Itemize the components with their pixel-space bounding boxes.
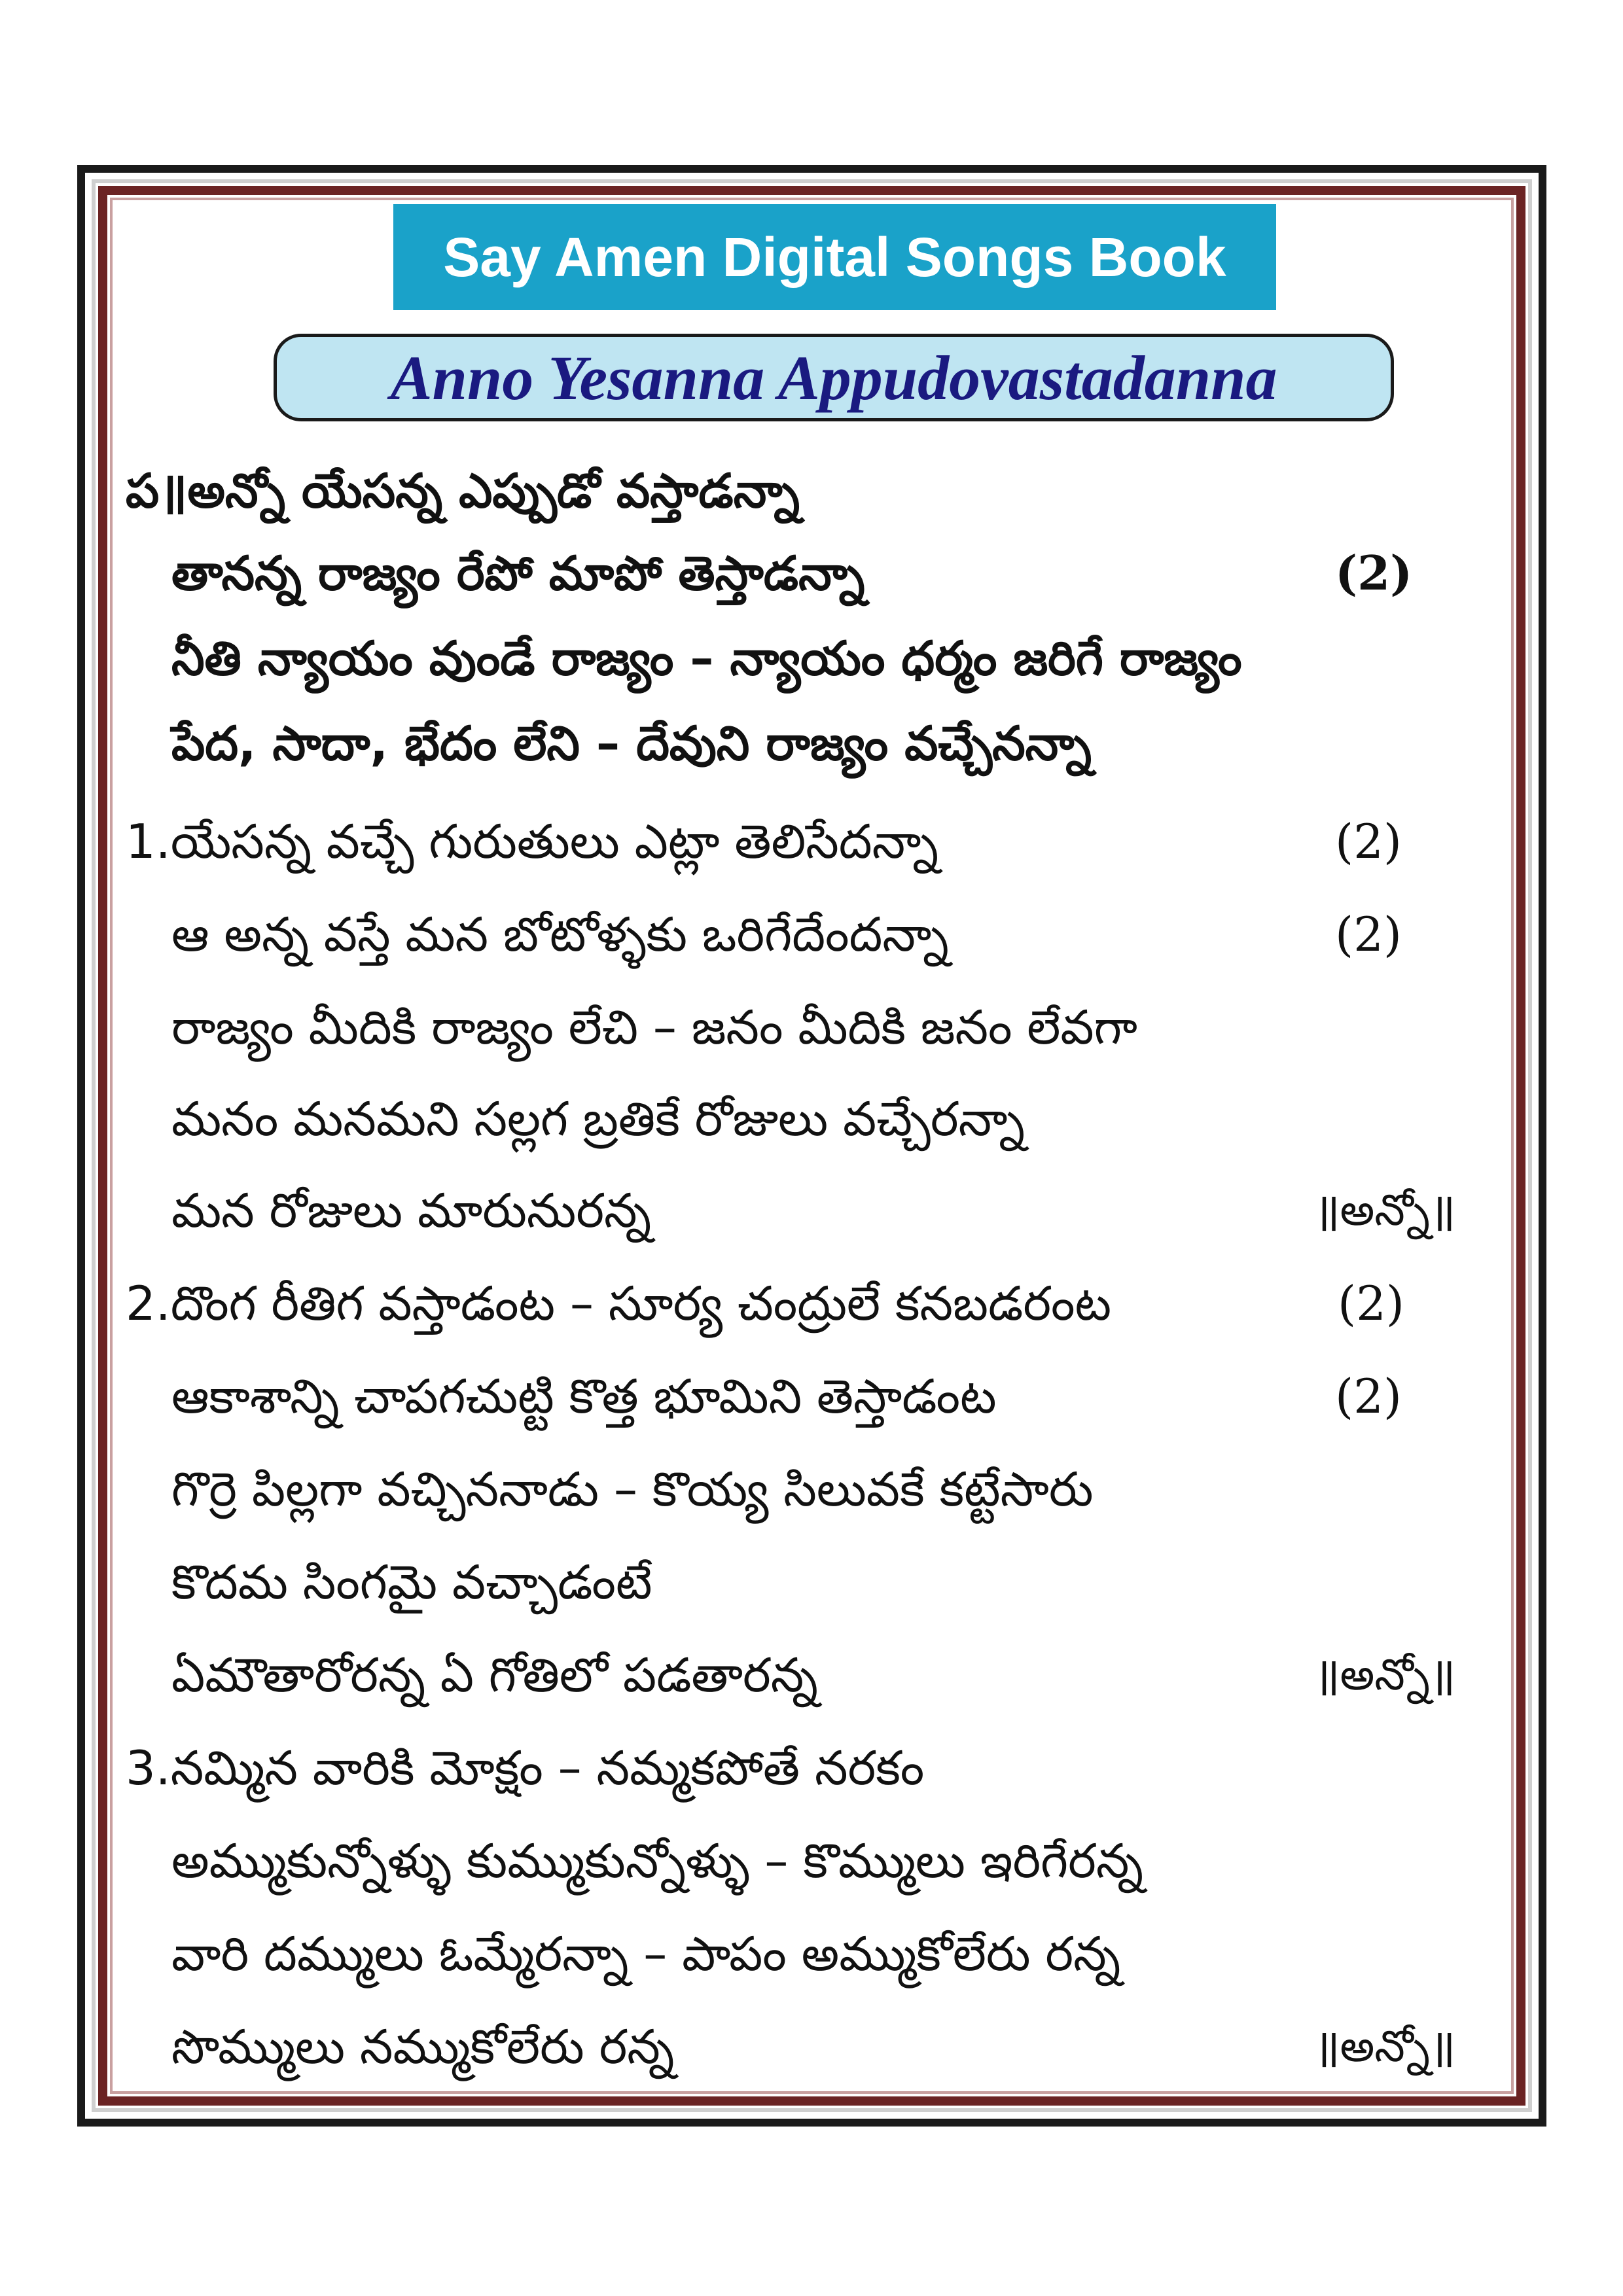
lyric-line: గొర్రె పిల్లగా వచ్చిననాడు – కొయ్య సిలువకే కట్టేసారు: [171, 1462, 1094, 1517]
refrain-mark: ॥అన్నో॥: [1314, 2021, 1456, 2072]
lyric-line: ఏమౌతారోరన్న ఏ గోతిలో పడతారన్న: [171, 1648, 818, 1703]
lyric-line: సొమ్ములు నమ్ముకోలేరు రన్న: [171, 2019, 675, 2074]
brand-banner: Say Amen Digital Songs Book: [393, 204, 1276, 310]
refrain-mark: ॥అన్నో॥: [1314, 1650, 1456, 1700]
repeat-mark: (2): [1335, 1369, 1402, 1424]
lyric-line: వారి దమ్ములు ఓమ్మేరన్నా – పాపం అమ్ముకోలేరు రన్న: [171, 1926, 1121, 1981]
repeat-mark: (2): [1335, 907, 1402, 962]
lyric-line: 1.యేసన్న వచ్చే గురుతులు ఎట్లా తెలిసేదన్నా: [126, 814, 938, 869]
lyric-line: అమ్ముకున్నోళ్ళు కుమ్ముకున్నోళ్ళు – కొమ్ములు ఇరిగేరన్న: [171, 1833, 1143, 1888]
repeat-mark: (2): [1335, 545, 1413, 601]
song-title: Anno Yesanna Appudovastadanna: [274, 334, 1394, 421]
lyric-line: కొదమ సింగమై వచ్చాడంటే: [171, 1555, 652, 1610]
lyric-line: నీతి న్యాయం వుండే రాజ్యం – న్యాయం ధర్మం జరిగే రాజ్యం: [171, 631, 1242, 686]
lyric-line: మన రోజులు మారునురన్న: [171, 1183, 651, 1238]
lyric-line: రాజ్యం మీదికి రాజ్యం లేచి – జనం మీదికి జనం లేవగా: [171, 1000, 1137, 1055]
lyric-line: ఆకాశాన్ని చాపగచుట్టి కొత్త భూమిని తెస్తాడంట: [171, 1369, 997, 1424]
refrain-mark: ॥అన్నో॥: [1314, 1185, 1456, 1235]
lyric-line: తానన్న రాజ్యం రేపో మాపో తెస్తాడన్నా: [171, 546, 865, 601]
repeat-mark: (2): [1335, 814, 1402, 869]
repeat-mark: (2): [1338, 1276, 1404, 1331]
lyric-line: 3.నమ్మిన వారికి మోక్షం – నమ్మకపోతే నరకం: [126, 1740, 925, 1795]
lyric-line: ప॥అన్నో యేసన్న ఎప్పుడో వస్తాడన్నా: [126, 463, 800, 518]
lyric-line: ఆ అన్న వస్తే మన బోటోళ్ళకు ఒరిగేదేందన్నా: [171, 907, 949, 962]
lyric-line: పేద, సాదా, భేదం లేని – దేవుని రాజ్యం వచ్చేనన్నా: [171, 716, 1092, 771]
lyric-line: 2.దొంగ రీతిగ వస్తాడంట – సూర్య చంద్రులే కనబడరంట: [126, 1276, 1112, 1331]
lyric-line: మనం మనమని సల్లగ బ్రతికే రోజులు వచ్చేరన్నా: [171, 1091, 1025, 1146]
